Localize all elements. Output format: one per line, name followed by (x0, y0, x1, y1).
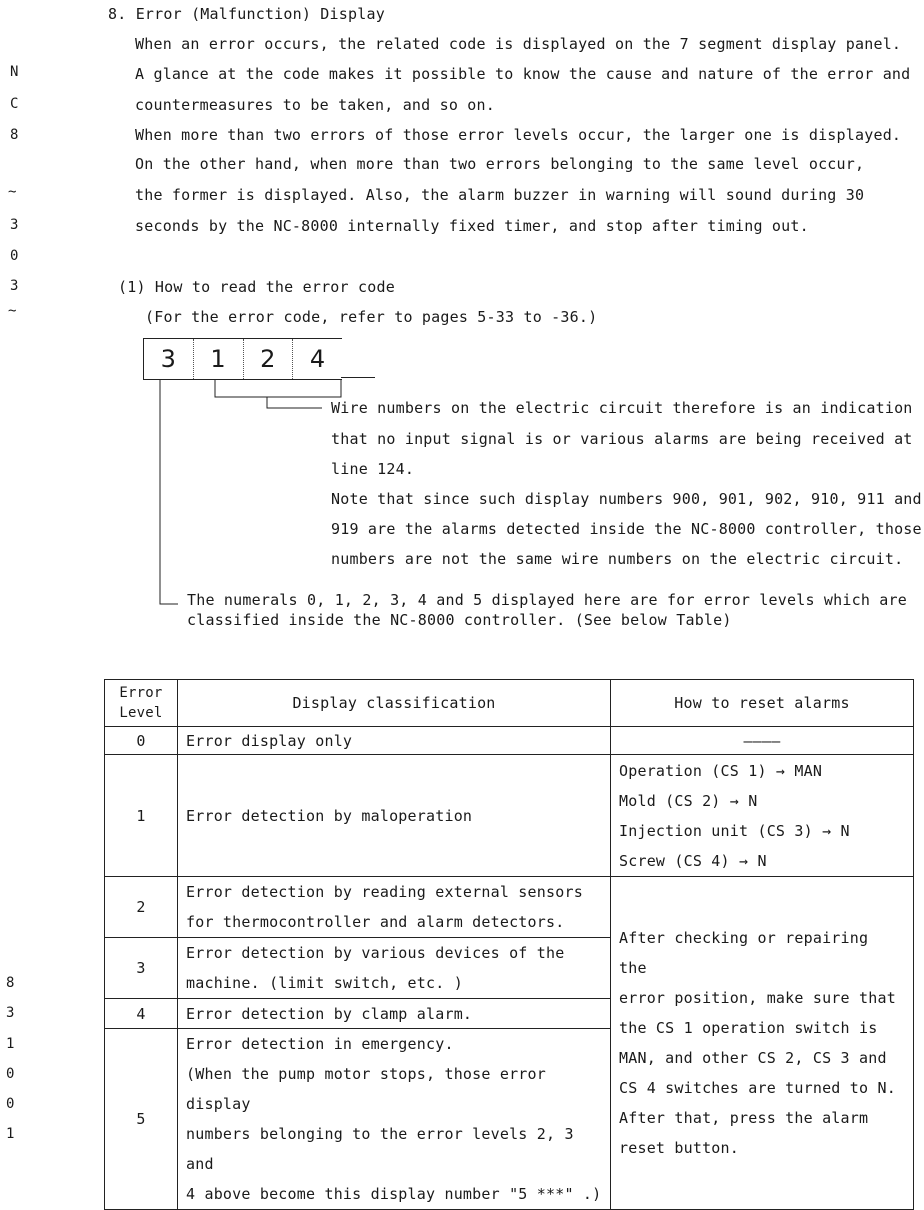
reset-instruction: the CS 1 operation switch is (619, 1019, 878, 1037)
reset-instruction: Operation (CS 1) → MAN (619, 761, 823, 780)
paragraph-line: When an error occurs, the related code is displayed on the 7 segment display panel. (135, 35, 902, 53)
paragraph-line: When more than two errors of those error levels occur, the larger one is displayed. (135, 126, 902, 144)
reset-instruction: Injection unit (CS 3) → N (619, 821, 850, 840)
display-cell: Error display only (178, 727, 611, 755)
paragraph-line: the former is displayed. Also, the alarm buzzer in warning will sound during 30 (135, 186, 865, 204)
error-level-table (104, 679, 914, 1210)
display-line: for thermocontroller and alarm detectors. (186, 913, 565, 931)
code-digit: 1 (194, 339, 244, 379)
subsection-heading: (1) How to read the error code (118, 278, 395, 296)
table-header-row (105, 680, 914, 727)
header-level-line: Error (119, 685, 163, 701)
level-cell: 3 (105, 938, 178, 999)
annotation-line: that no input signal is or various alarms are being received at (331, 430, 913, 448)
annotation-line: line 124. (331, 460, 415, 478)
paragraph-line: A glance at the code makes it possible to know the cause and nature of the error and (135, 65, 911, 83)
header-error-level (105, 680, 178, 727)
margin-char: ~ (8, 303, 17, 319)
margin-char: 8 (6, 975, 15, 991)
margin-char: C (10, 96, 19, 112)
header-display-classification: Display classification (178, 680, 611, 727)
reset-instruction: reset button. (619, 1139, 739, 1157)
subsection-note: (For the error code, refer to pages 5-33 to -36.) (145, 308, 598, 326)
display-line: numbers belonging to the error levels 2, 3 and (186, 1125, 574, 1173)
display-cell: Error detection by maloperation (178, 755, 611, 877)
margin-char: 1 (6, 1036, 15, 1052)
level-cell: 0 (105, 727, 178, 755)
display-line: Error detection by various devices of the (186, 944, 565, 962)
table-row (105, 727, 914, 755)
code-digit: 2 (244, 339, 294, 379)
margin-char: 3 (6, 1005, 15, 1021)
reset-instruction: Mold (CS 2) → N (619, 791, 758, 810)
margin-char: 0 (6, 1096, 15, 1112)
level-cell: 2 (105, 877, 178, 938)
margin-char: 1 (6, 1126, 15, 1142)
annotation-line: classified inside the NC-8000 controller. (See below Table) (187, 611, 732, 629)
display-line: 4 above become this display number "5 ***" .) (186, 1185, 602, 1203)
margin-char: 3 (10, 278, 19, 294)
reset-instruction: error position, make sure that (619, 989, 896, 1007)
paragraph-line: countermeasures to be taken, and so on. (135, 96, 495, 114)
margin-char: N (10, 64, 19, 80)
reset-cell (611, 755, 914, 877)
annotation-line: The numerals 0, 1, 2, 3, 4 and 5 displayed here are for error levels which are (187, 591, 907, 609)
margin-char: 0 (6, 1066, 15, 1082)
section-heading: 8. Error (Malfunction) Display (108, 5, 385, 23)
reset-cell: ———— (611, 727, 914, 755)
annotation-line: numbers are not the same wire numbers on the electric circuit. (331, 550, 904, 568)
paragraph-line: seconds by the NC-8000 internally fixed timer, and stop after timing out. (135, 217, 809, 235)
display-line: Error detection in emergency. (186, 1035, 454, 1053)
margin-char: ~ (8, 184, 17, 200)
margin-char: 8 (10, 127, 19, 143)
level-cell: 4 (105, 999, 178, 1029)
code-digit: 3 (144, 339, 194, 379)
table-row (105, 877, 914, 938)
display-line: Error detection by reading external sensors (186, 883, 583, 901)
display-cell (178, 938, 611, 999)
header-reset: How to reset alarms (611, 680, 914, 727)
reset-instruction: CS 4 switches are turned to N. (619, 1079, 896, 1097)
annotation-line: 919 are the alarms detected inside the NC-8000 controller, those (331, 520, 922, 538)
paragraph-line: On the other hand, when more than two errors belonging to the same level occur, (135, 155, 865, 173)
level-cell: 5 (105, 1029, 178, 1210)
annotation-line: Wire numbers on the electric circuit therefore is an indication (331, 399, 913, 417)
margin-char: 0 (10, 248, 19, 264)
display-cell (178, 877, 611, 938)
reset-instruction: After that, press the alarm (619, 1109, 869, 1127)
header-level-line: Level (119, 705, 163, 721)
code-digit: 4 (309, 345, 326, 373)
reset-instruction: Screw (CS 4) → N (619, 851, 767, 870)
display-line: machine. (limit switch, etc. ) (186, 974, 463, 992)
level-cell: 1 (105, 755, 178, 877)
reset-instruction: After checking or repairing the (619, 929, 869, 977)
display-cell: Error detection by clamp alarm. (178, 999, 611, 1029)
table-row (105, 755, 914, 877)
display-line: (When the pump motor stops, those error display (186, 1065, 546, 1113)
reset-instruction: MAN, and other CS 2, CS 3 and (619, 1049, 887, 1067)
display-cell (178, 1029, 611, 1210)
annotation-line: Note that since such display numbers 900, 901, 902, 910, 911 and (331, 490, 922, 508)
margin-char: 3 (10, 217, 19, 233)
